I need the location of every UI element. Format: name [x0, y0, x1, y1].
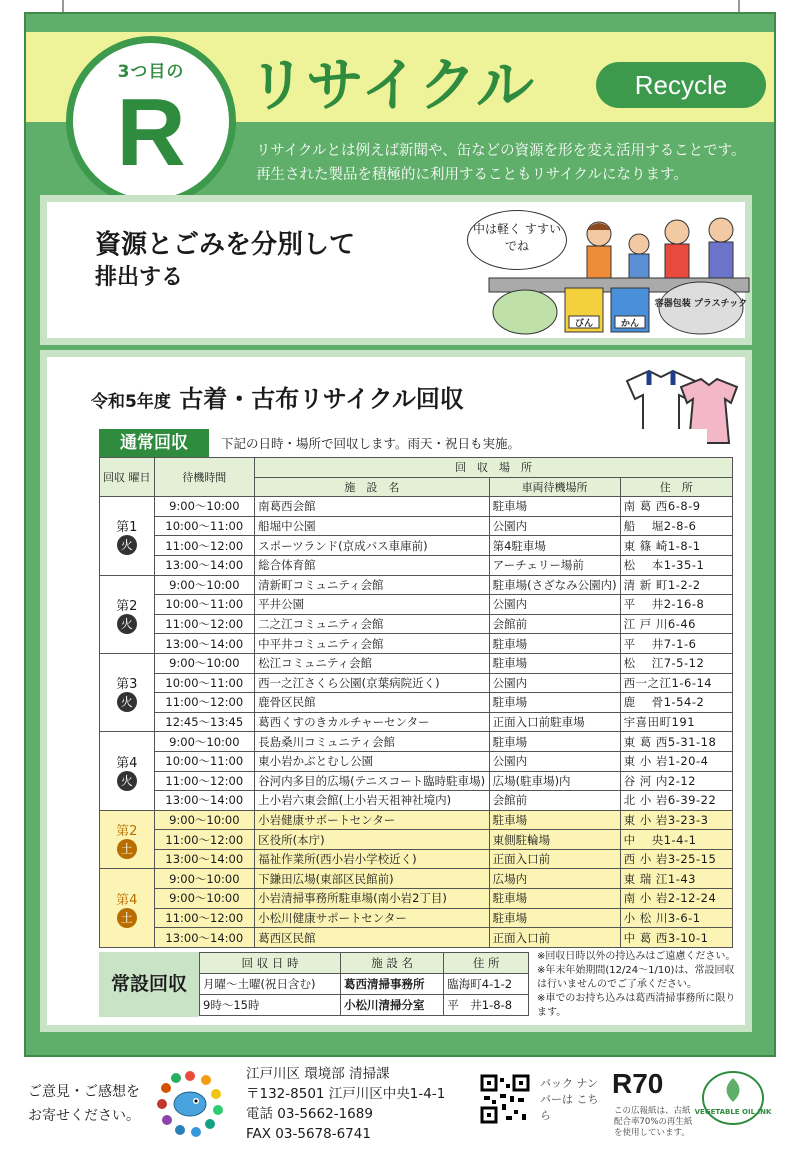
- address-cell: 船 堀2-8-6: [620, 516, 732, 536]
- place-cell: 駐車場: [489, 634, 620, 654]
- facility-cell: 長島桑川コミュニティ会館: [255, 732, 489, 752]
- place-cell: 第4駐車場: [489, 536, 620, 556]
- perm-note-3: ※車でのお持ち込みは葛西清掃事務所に限ります。: [537, 993, 736, 1018]
- family-sorting-illustration: [489, 216, 749, 334]
- facility-cell: 東小岩かぶとむし公園: [255, 751, 489, 771]
- time-cell: 9:00～10:00: [154, 653, 255, 673]
- time-cell: 11:00～12:00: [154, 536, 255, 556]
- table-row: [100, 810, 733, 830]
- table-row: [100, 908, 733, 928]
- facility-cell: 二之江コミュニティ会館: [255, 614, 489, 634]
- table-row: [100, 673, 733, 693]
- address-cell: 松 江7-5-12: [620, 653, 732, 673]
- place-cell: 会館前: [489, 791, 620, 811]
- time-cell: 10:00～11:00: [154, 751, 255, 771]
- time-cell: 11:00～12:00: [154, 614, 255, 634]
- address-cell: 谷 河 内2-12: [620, 771, 732, 791]
- perm-note-2: ※年末年始期間(12/24～1/10)は、常設回収は行いませんのでご了承ください。: [537, 965, 735, 990]
- table-row: [100, 634, 733, 654]
- contact-fax: FAX 03-5678-6741: [246, 1126, 371, 1142]
- address-cell: 中 央1-4-1: [620, 830, 732, 850]
- time-cell: 10:00～11:00: [154, 673, 255, 693]
- table-row: [100, 653, 733, 673]
- permanent-collection: [99, 952, 531, 1017]
- week-day-cell: [100, 497, 155, 575]
- r70-note: この広報紙は、古紙配合率70%の再生紙を使用しています。: [614, 1106, 693, 1138]
- time-cell: 13:00～14:00: [154, 791, 255, 811]
- perm-address-1: 臨海町4-1-2: [444, 974, 529, 995]
- time-cell: 9:00～10:00: [154, 889, 255, 909]
- address-cell: 江 戸 川6-46: [620, 614, 732, 634]
- place-cell: 駐車場: [489, 497, 620, 517]
- week-label: 第1: [116, 520, 138, 536]
- facility-cell: 小松川健康サポートセンター: [255, 908, 489, 928]
- perm-header-facility: 施 設 名: [341, 953, 444, 974]
- week-label: 第4: [116, 892, 138, 908]
- place-cell: 駐車場: [489, 693, 620, 713]
- facility-cell: 小岩清掃事務所駐車場(南小岩2丁目): [255, 889, 489, 909]
- intro-text: [256, 139, 776, 187]
- permanent-collection-label: 常設回収: [99, 952, 199, 1017]
- bin-bottle-label: びん: [574, 319, 594, 329]
- sorting-panel: [40, 195, 752, 345]
- place-cell: 会館前: [489, 614, 620, 634]
- table-row: [100, 771, 733, 791]
- address-cell: 東 小 岩1-20-4: [620, 751, 732, 771]
- veg-ink-text: VEGETABLE OIL INK: [694, 1108, 772, 1116]
- feedback-line-1: ご意見・ご感想を: [28, 1084, 140, 1100]
- bin-can-label: かん: [620, 319, 640, 329]
- time-cell: 13:00～14:00: [154, 928, 255, 948]
- speech-bubble: 中は軽く すすいでね: [467, 210, 567, 270]
- page-title: リサイクル: [248, 51, 535, 119]
- back-number-text: バック ナンバーは こちら: [540, 1077, 599, 1122]
- header-vehicle: 車両待機場所: [489, 477, 620, 497]
- place-cell: 広場(駐車場)内: [489, 771, 620, 791]
- intro-line-2: 再生された製品を積極的に利用することもリサイクルになります。: [256, 167, 688, 183]
- week-label: 第4: [116, 755, 138, 771]
- table-row: [100, 555, 733, 575]
- table-row: [100, 869, 733, 889]
- place-cell: アーチェリー場前: [489, 555, 620, 575]
- time-cell: 9:00～10:00: [154, 497, 255, 517]
- regular-collection-bar: [99, 429, 707, 457]
- week-label: 第3: [116, 677, 138, 693]
- time-cell: 11:00～12:00: [154, 693, 255, 713]
- facility-cell: 西一之江さくら公園(京葉病院近く): [255, 673, 489, 693]
- address-cell: 鹿 骨1-54-2: [620, 693, 732, 713]
- facility-cell: 福祉作業所(西小岩小学校近く): [255, 849, 489, 869]
- address-cell: 平 井2-16-8: [620, 595, 732, 615]
- place-cell: 広場内: [489, 869, 620, 889]
- perm-time-line-1: 月曜～土曜(祝日含む): [200, 974, 341, 995]
- day-of-week-badge: 火: [117, 771, 137, 791]
- collection-title: [91, 379, 464, 414]
- address-cell: 東 瑞 江1-43: [620, 869, 732, 889]
- week-day-cell: [100, 869, 155, 947]
- header-day: 回収 曜日: [100, 458, 155, 497]
- facility-cell: 葛西くすのきカルチャーセンター: [255, 712, 489, 732]
- address-cell: 北 小 岩6-39-22: [620, 791, 732, 811]
- feedback-prompt: [28, 1080, 140, 1128]
- time-cell: 11:00～12:00: [154, 771, 255, 791]
- feedback-line-2: お寄せください。: [28, 1108, 140, 1124]
- week-day-cell: [100, 732, 155, 810]
- place-cell: 正面入口前駐車場: [489, 712, 620, 732]
- facility-cell: 中平井コミュニティ会館: [255, 634, 489, 654]
- time-cell: 9:00～10:00: [154, 732, 255, 752]
- place-cell: 公園内: [489, 595, 620, 615]
- address-cell: 東 葛 西5-31-18: [620, 732, 732, 752]
- r70-mark: R70: [612, 1068, 664, 1099]
- address-cell: 小 松 川3-6-1: [620, 908, 732, 928]
- perm-facility-1: 葛西清掃事務所: [341, 974, 444, 995]
- place-cell: 公園内: [489, 673, 620, 693]
- place-cell: 駐車場(さざなみ公園内): [489, 575, 620, 595]
- table-row: [100, 693, 733, 713]
- facility-cell: 小岩健康サポートセンター: [255, 810, 489, 830]
- perm-header-address: 住 所: [444, 953, 529, 974]
- intro-line-1: リサイクルとは例えば新聞や、缶などの資源を形を変え活用することです。: [256, 143, 746, 159]
- address-cell: 宇喜田町191: [620, 712, 732, 732]
- r-badge-letter: R: [116, 79, 186, 186]
- table-row: [100, 732, 733, 752]
- place-cell: 駐車場: [489, 908, 620, 928]
- facility-cell: 葛西区民館: [255, 928, 489, 948]
- table-row: [100, 575, 733, 595]
- place-cell: 公園内: [489, 516, 620, 536]
- footer: [0, 1060, 800, 1150]
- place-cell: 駐車場: [489, 889, 620, 909]
- table-row: [100, 614, 733, 634]
- week-day-cell: [100, 653, 155, 731]
- facility-cell: 上小岩六東会館(上小岩天祖神社境内): [255, 791, 489, 811]
- vegetable-oil-ink-icon: [694, 1068, 772, 1128]
- day-of-week-badge: 火: [117, 535, 137, 555]
- time-cell: 10:00～11:00: [154, 595, 255, 615]
- week-label: 第2: [116, 598, 138, 614]
- time-cell: 9:00～10:00: [154, 869, 255, 889]
- address-cell: 西 小 岩3-25-15: [620, 849, 732, 869]
- regular-collection-note: 下記の日時・場所で回収します。雨天・祝日も実施。: [221, 436, 521, 451]
- place-cell: 駐車場: [489, 653, 620, 673]
- facility-cell: 平井公園: [255, 595, 489, 615]
- collection-year: 令和5年度: [91, 392, 171, 412]
- time-cell: 13:00～14:00: [154, 634, 255, 654]
- address-cell: 清 新 町1-2-2: [620, 575, 732, 595]
- ward-logo-icon: [150, 1064, 230, 1144]
- time-cell: 12:45～13:45: [154, 712, 255, 732]
- permanent-notes: [537, 950, 737, 1020]
- regular-collection-label: 通常回収: [99, 429, 209, 457]
- time-cell: 13:00～14:00: [154, 555, 255, 575]
- header-facility: 施 設 名: [255, 477, 489, 497]
- table-row: [100, 751, 733, 771]
- address-cell: 中 葛 西3-10-1: [620, 928, 732, 948]
- sorting-title-line-1: 資源とごみを分別して: [95, 230, 356, 260]
- header-time: 待機時間: [154, 458, 255, 497]
- address-cell: 平 井7-1-6: [620, 634, 732, 654]
- facility-cell: 船堀中公園: [255, 516, 489, 536]
- day-of-week-badge: 土: [117, 839, 137, 859]
- week-label: 第2: [116, 824, 138, 840]
- facility-cell: 総合体育館: [255, 555, 489, 575]
- time-cell: 13:00～14:00: [154, 849, 255, 869]
- place-cell: 公園内: [489, 751, 620, 771]
- facility-cell: 区役所(本庁): [255, 830, 489, 850]
- facility-cell: 鹿骨区民館: [255, 693, 489, 713]
- sorting-title-line-2: 排出する: [95, 265, 184, 290]
- address-cell: 西一之江1-6-14: [620, 673, 732, 693]
- week-day-cell: [100, 810, 155, 869]
- perm-facility-2: 小松川清掃分室: [341, 995, 444, 1016]
- permanent-table: [199, 952, 529, 1016]
- facility-cell: 南葛西会館: [255, 497, 489, 517]
- table-row: [100, 830, 733, 850]
- time-cell: 11:00～12:00: [154, 908, 255, 928]
- day-of-week-badge: 土: [117, 908, 137, 928]
- table-row: [100, 536, 733, 556]
- perm-header-time: 回 収 日 時: [200, 953, 341, 974]
- table-row: [100, 595, 733, 615]
- table-row: [100, 791, 733, 811]
- r-badge: [66, 36, 236, 206]
- header-location: 回 収 場 所: [255, 458, 733, 478]
- time-cell: 9:00～10:00: [154, 575, 255, 595]
- schedule-body: [100, 497, 733, 948]
- address-cell: 南 小 岩2-12-24: [620, 889, 732, 909]
- day-of-week-badge: 火: [117, 692, 137, 712]
- perm-note-1: ※回収日時以外の持込みはご遠慮ください。: [537, 951, 736, 962]
- time-cell: 11:00～12:00: [154, 830, 255, 850]
- contact-info: [246, 1064, 445, 1144]
- place-cell: 正面入口前: [489, 849, 620, 869]
- contact-postal: 〒132-8501 江戸川区中央1-4-1: [246, 1086, 446, 1102]
- facility-cell: 下鎌田広場(東部区民館前): [255, 869, 489, 889]
- time-cell: 10:00～11:00: [154, 516, 255, 536]
- english-title-pill: Recycle: [596, 62, 766, 108]
- table-row: [100, 712, 733, 732]
- address-cell: 南 葛 西6-8-9: [620, 497, 732, 517]
- place-cell: 駐車場: [489, 732, 620, 752]
- address-cell: 松 本1-35-1: [620, 555, 732, 575]
- place-cell: 駐車場: [489, 810, 620, 830]
- bin-plastic-label: 容器包装 プラスチック: [654, 299, 748, 309]
- day-of-week-badge: 火: [117, 614, 137, 634]
- collection-panel: [40, 350, 752, 1032]
- place-cell: 東側駐輪場: [489, 830, 620, 850]
- address-cell: 東 小 岩3-23-3: [620, 810, 732, 830]
- facility-cell: 谷河内多目的広場(テニスコート臨時駐車場): [255, 771, 489, 791]
- facility-cell: 清新町コミュニティ会館: [255, 575, 489, 595]
- table-row: [100, 889, 733, 909]
- table-row: [100, 516, 733, 536]
- r-badge-caption: 3つ目の: [117, 62, 185, 82]
- contact-dept: 江戸川区 環境部 清掃課: [246, 1066, 390, 1082]
- facility-cell: 松江コミュニティ会館: [255, 653, 489, 673]
- header-address: 住 所: [620, 477, 732, 497]
- schedule-table: [99, 457, 733, 948]
- perm-address-2: 平 井1-8-8: [444, 995, 529, 1016]
- table-row: [100, 928, 733, 948]
- address-cell: 東 篠 崎1-8-1: [620, 536, 732, 556]
- table-row: [100, 497, 733, 517]
- place-cell: 正面入口前: [489, 928, 620, 948]
- week-day-cell: [100, 575, 155, 653]
- perm-time-line-2: 9時～15時: [200, 995, 341, 1016]
- qr-code-icon[interactable]: [480, 1074, 530, 1124]
- contact-tel: 電話 03-5662-1689: [246, 1106, 373, 1122]
- table-row: [100, 849, 733, 869]
- time-cell: 9:00～10:00: [154, 810, 255, 830]
- facility-cell: スポーツランド(京成バス車庫前): [255, 536, 489, 556]
- collection-title-text: 古着・古布リサイクル回収: [179, 385, 464, 413]
